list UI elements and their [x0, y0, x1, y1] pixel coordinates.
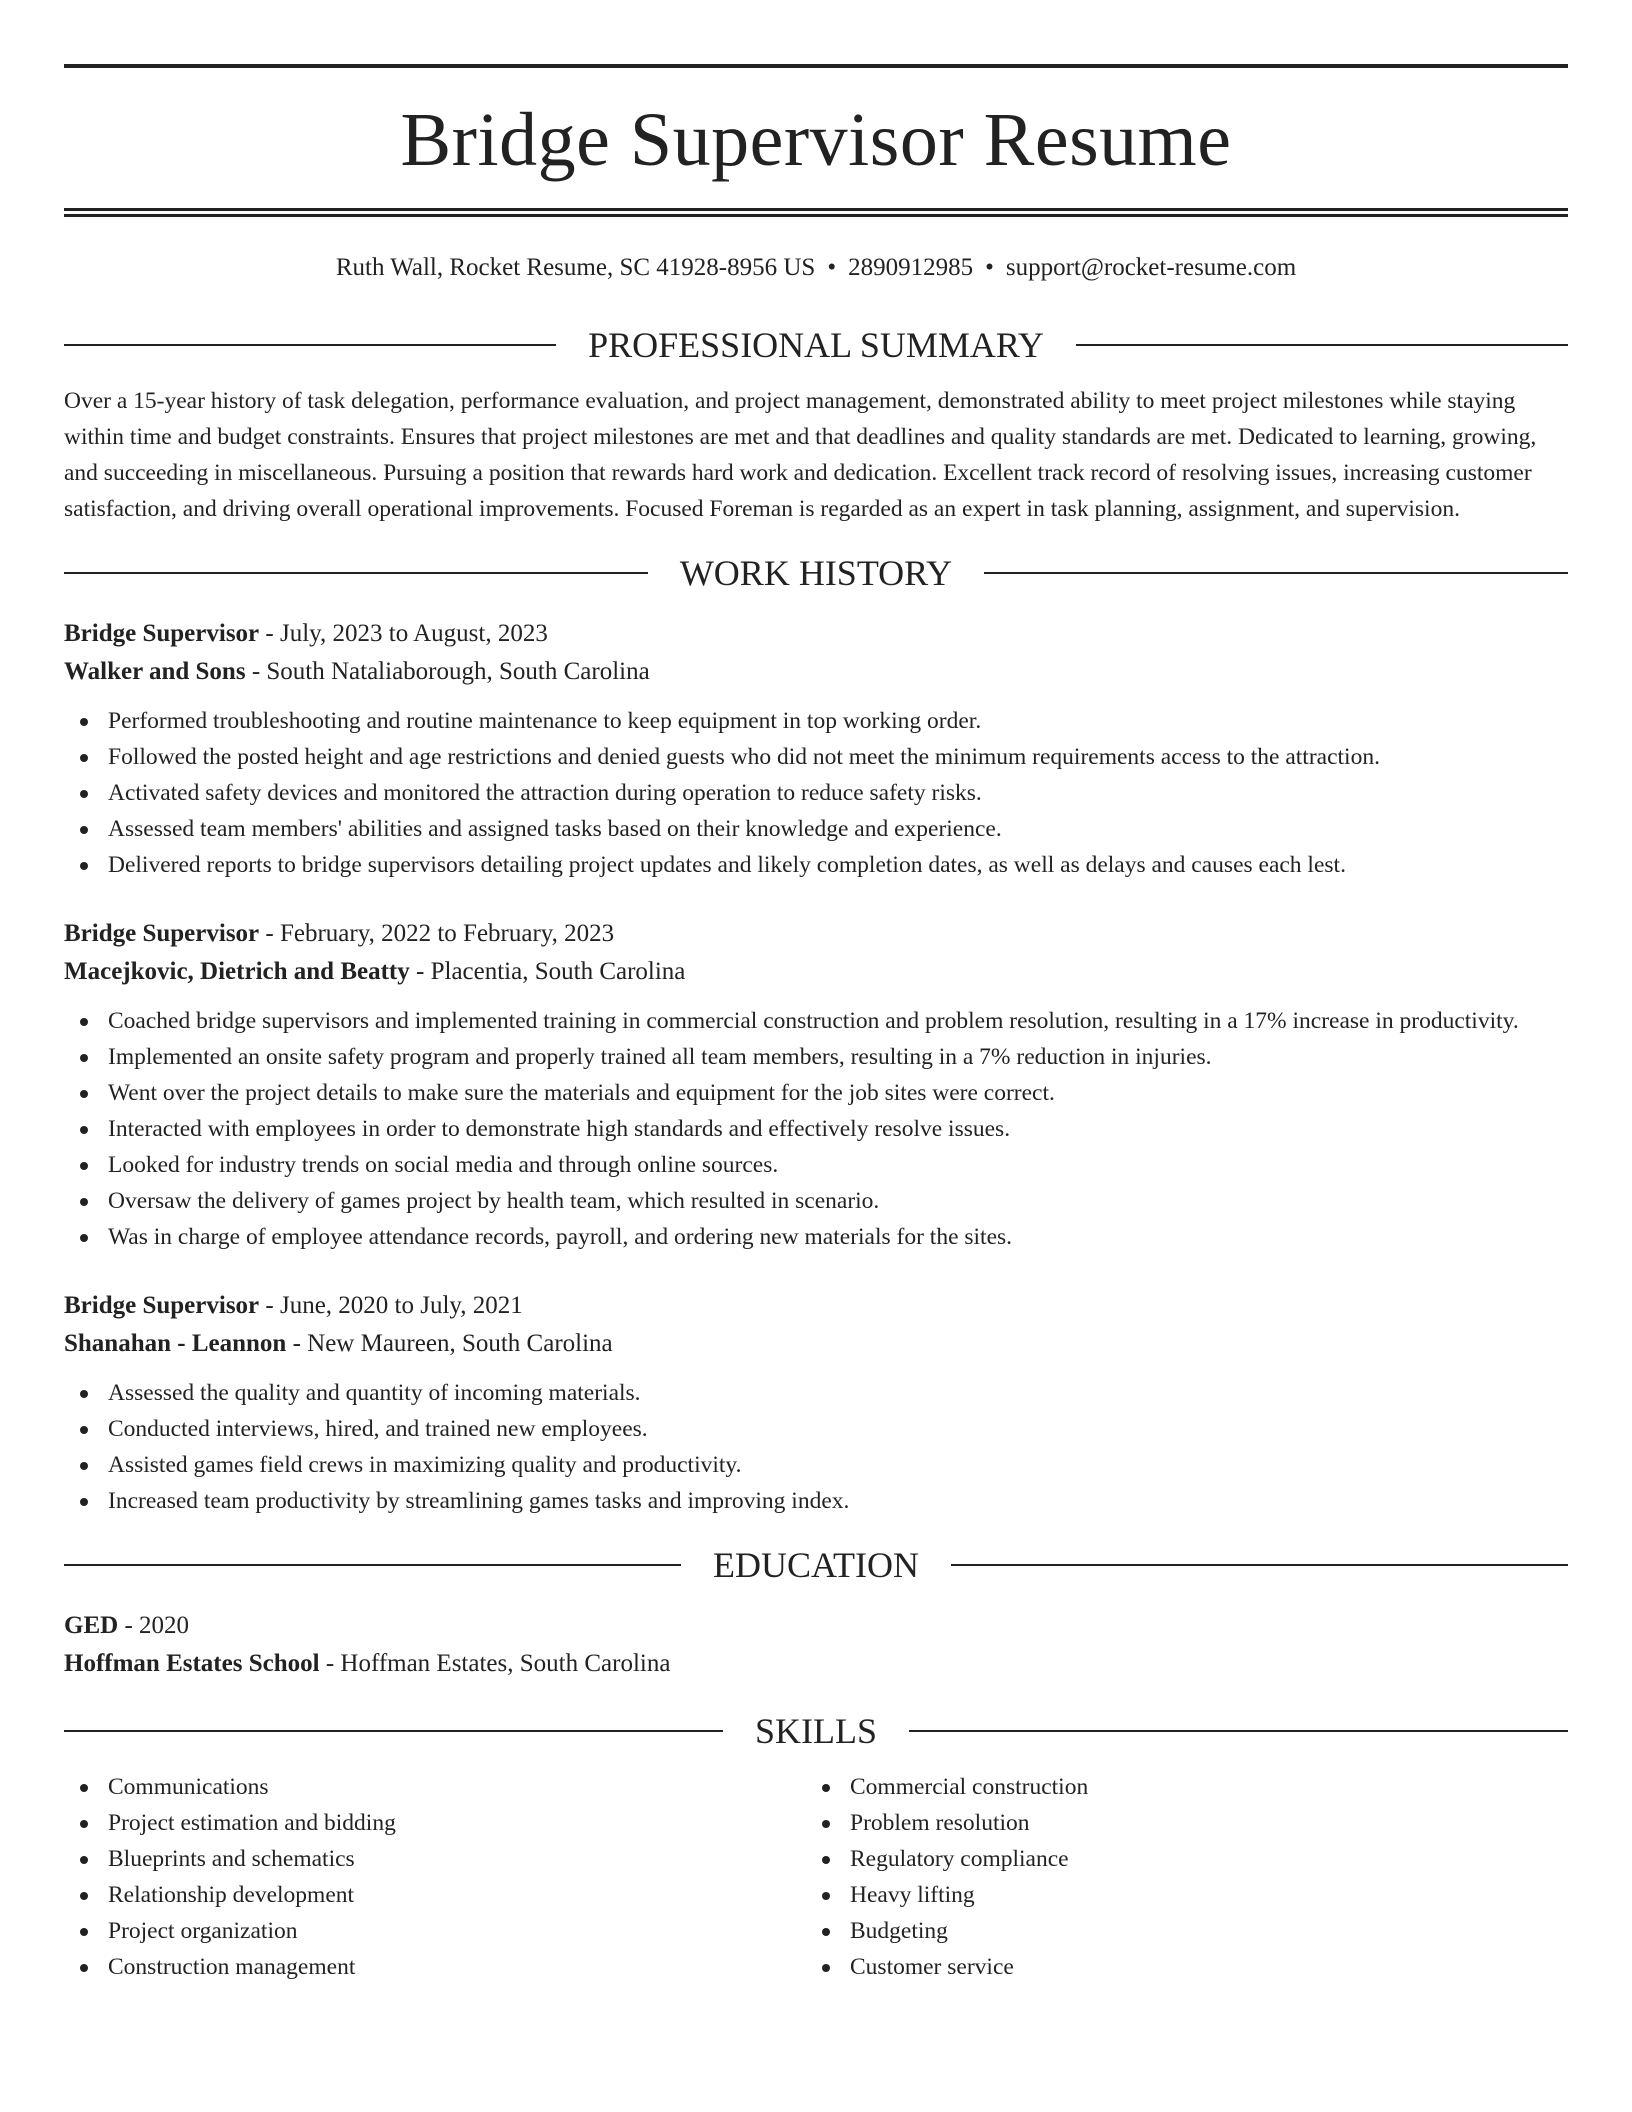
list-item: Conducted interviews, hired, and trained new employees. — [64, 1411, 1568, 1447]
list-item: Followed the posted height and age restrictions and denied guests who did not meet the minimum requirements access to the attraction. — [64, 739, 1568, 775]
job-bullets — [64, 1375, 1568, 1519]
job-title: Bridge Supervisor — [64, 1292, 260, 1319]
contact-email[interactable]: support@rocket-resume.com — [1005, 254, 1297, 281]
skill-item: Budgeting — [806, 1913, 1548, 1949]
skills-right-column — [806, 1769, 1548, 1985]
job-dates: - June, 2020 to July, 2021 — [259, 1292, 523, 1319]
skill-item: Regulatory compliance — [806, 1841, 1548, 1877]
job-bullets — [64, 703, 1568, 883]
list-item: Oversaw the delivery of games project by health team, which resulted in scenario. — [64, 1183, 1568, 1219]
work-history-heading-label: WORK HISTORY — [679, 553, 953, 593]
skill-item: Relationship development — [64, 1877, 806, 1913]
school-line — [64, 1645, 1568, 1683]
list-item: Performed troubleshooting and routine maintenance to keep equipment in top working order. — [64, 703, 1568, 739]
skill-item: Construction management — [64, 1949, 806, 1985]
education-entry — [64, 1607, 1568, 1683]
list-item: Assisted games field crews in maximizing quality and productivity. — [64, 1447, 1568, 1483]
skill-item: Customer service — [806, 1949, 1548, 1985]
contact-separator: • — [827, 254, 837, 281]
summary-text: Over a 15-year history of task delegation, performance evaluation, and project management, demonstrated ability to meet project milestones while staying within time and budget constraints. Ensures that project milestones are met and that deadlines and quality standards are met. Dedicated to learning, growing, and succeeding in miscellaneous. Pursuing a position that rewards hard work and dedication. Excellent track record of resolving issues, increasing customer satisfaction, and driving overall operational improvements. Focused Foreman is regarded as an expert in task planning, assignment, and supervision. — [64, 388, 1537, 522]
degree-line — [64, 1607, 1568, 1645]
top-rule — [64, 64, 1568, 68]
summary-heading-label: PROFESSIONAL SUMMARY — [588, 325, 1044, 365]
school-name: Hoffman Estates School — [64, 1650, 320, 1677]
contact-separator: • — [985, 254, 994, 281]
list-item: Implemented an onsite safety program and properly trained all team members, resulting in a 7% reduction in injuries. — [64, 1039, 1568, 1075]
school-location: - Hoffman Estates, South Carolina — [319, 1650, 671, 1677]
list-item: Assessed team members' abilities and assigned tasks based on their knowledge and experience. — [64, 811, 1568, 847]
skills-left-column — [64, 1769, 806, 1985]
list-item: Delivered reports to bridge supervisors detailing project updates and likely completion dates, as well as delays and causes each lest. — [64, 847, 1568, 883]
job-company-line — [64, 1325, 1568, 1363]
skills-heading-label: SKILLS — [755, 1711, 878, 1751]
contact-line — [64, 253, 1568, 283]
heading-rule — [64, 572, 648, 574]
skill-item: Problem resolution — [806, 1805, 1548, 1841]
job-dates: - February, 2022 to February, 2023 — [259, 920, 615, 947]
job-entry — [64, 1287, 1568, 1519]
job-title: Bridge Supervisor — [64, 620, 260, 647]
job-title-line — [64, 615, 1568, 653]
heading-rule — [909, 1730, 1568, 1732]
job-entry — [64, 915, 1568, 1255]
job-title-line — [64, 915, 1568, 953]
job-company-line — [64, 953, 1568, 991]
education-heading — [64, 1545, 1568, 1585]
job-location: - Placentia, South Carolina — [409, 958, 686, 985]
contact-phone: 2890912985 — [848, 254, 974, 281]
job-location: - New Maureen, South Carolina — [286, 1330, 613, 1357]
job-bullets — [64, 1003, 1568, 1255]
skills-heading — [64, 1711, 1568, 1751]
list-item: Went over the project details to make sure the materials and equipment for the job sites were correct. — [64, 1075, 1568, 1111]
resume-title: Bridge Supervisor Resume — [400, 98, 1232, 182]
list-item: Increased team productivity by streamlining games tasks and improving index. — [64, 1483, 1568, 1519]
list-item: Activated safety devices and monitored the attraction during operation to reduce safety risks. — [64, 775, 1568, 811]
list-item: Assessed the quality and quantity of incoming materials. — [64, 1375, 1568, 1411]
job-entry — [64, 615, 1568, 883]
resume-page — [64, 64, 1568, 1985]
skill-item: Heavy lifting — [806, 1877, 1548, 1913]
job-company: Macejkovic, Dietrich and Beatty — [64, 958, 410, 985]
list-item: Coached bridge supervisors and implemented training in commercial construction and problem resolution, resulting in a 17% increase in productivity. — [64, 1003, 1568, 1039]
skill-item: Project estimation and bidding — [64, 1805, 806, 1841]
job-company-line — [64, 653, 1568, 691]
heading-rule — [64, 1564, 681, 1566]
job-title: Bridge Supervisor — [64, 920, 260, 947]
list-item: Looked for industry trends on social media and through online sources. — [64, 1147, 1568, 1183]
list-item: Was in charge of employee attendance records, payroll, and ordering new materials for the sites. — [64, 1219, 1568, 1255]
job-title-line — [64, 1287, 1568, 1325]
list-item: Interacted with employees in order to demonstrate high standards and effectively resolve issues. — [64, 1111, 1568, 1147]
heading-rule — [64, 1730, 723, 1732]
heading-rule — [1076, 344, 1568, 346]
work-history-heading — [64, 553, 1568, 593]
education-heading-label: EDUCATION — [713, 1545, 919, 1585]
skill-item: Commercial construction — [806, 1769, 1548, 1805]
skills-columns — [64, 1769, 1568, 1985]
title-double-rule — [64, 208, 1568, 217]
summary-heading — [64, 325, 1568, 365]
degree-year: - 2020 — [118, 1612, 190, 1639]
degree: GED — [64, 1612, 119, 1639]
heading-rule — [984, 572, 1568, 574]
skill-item: Blueprints and schematics — [64, 1841, 806, 1877]
heading-rule — [64, 344, 556, 346]
skill-item: Communications — [64, 1769, 806, 1805]
job-company: Walker and Sons — [64, 658, 246, 685]
job-location: - South Nataliaborough, South Carolina — [245, 658, 650, 685]
heading-rule — [951, 1564, 1568, 1566]
contact-address: Ruth Wall, Rocket Resume, SC 41928-8956 US — [335, 254, 816, 281]
skill-item: Project organization — [64, 1913, 806, 1949]
job-company: Shanahan - Leannon — [64, 1330, 287, 1357]
job-dates: - July, 2023 to August, 2023 — [259, 620, 548, 647]
